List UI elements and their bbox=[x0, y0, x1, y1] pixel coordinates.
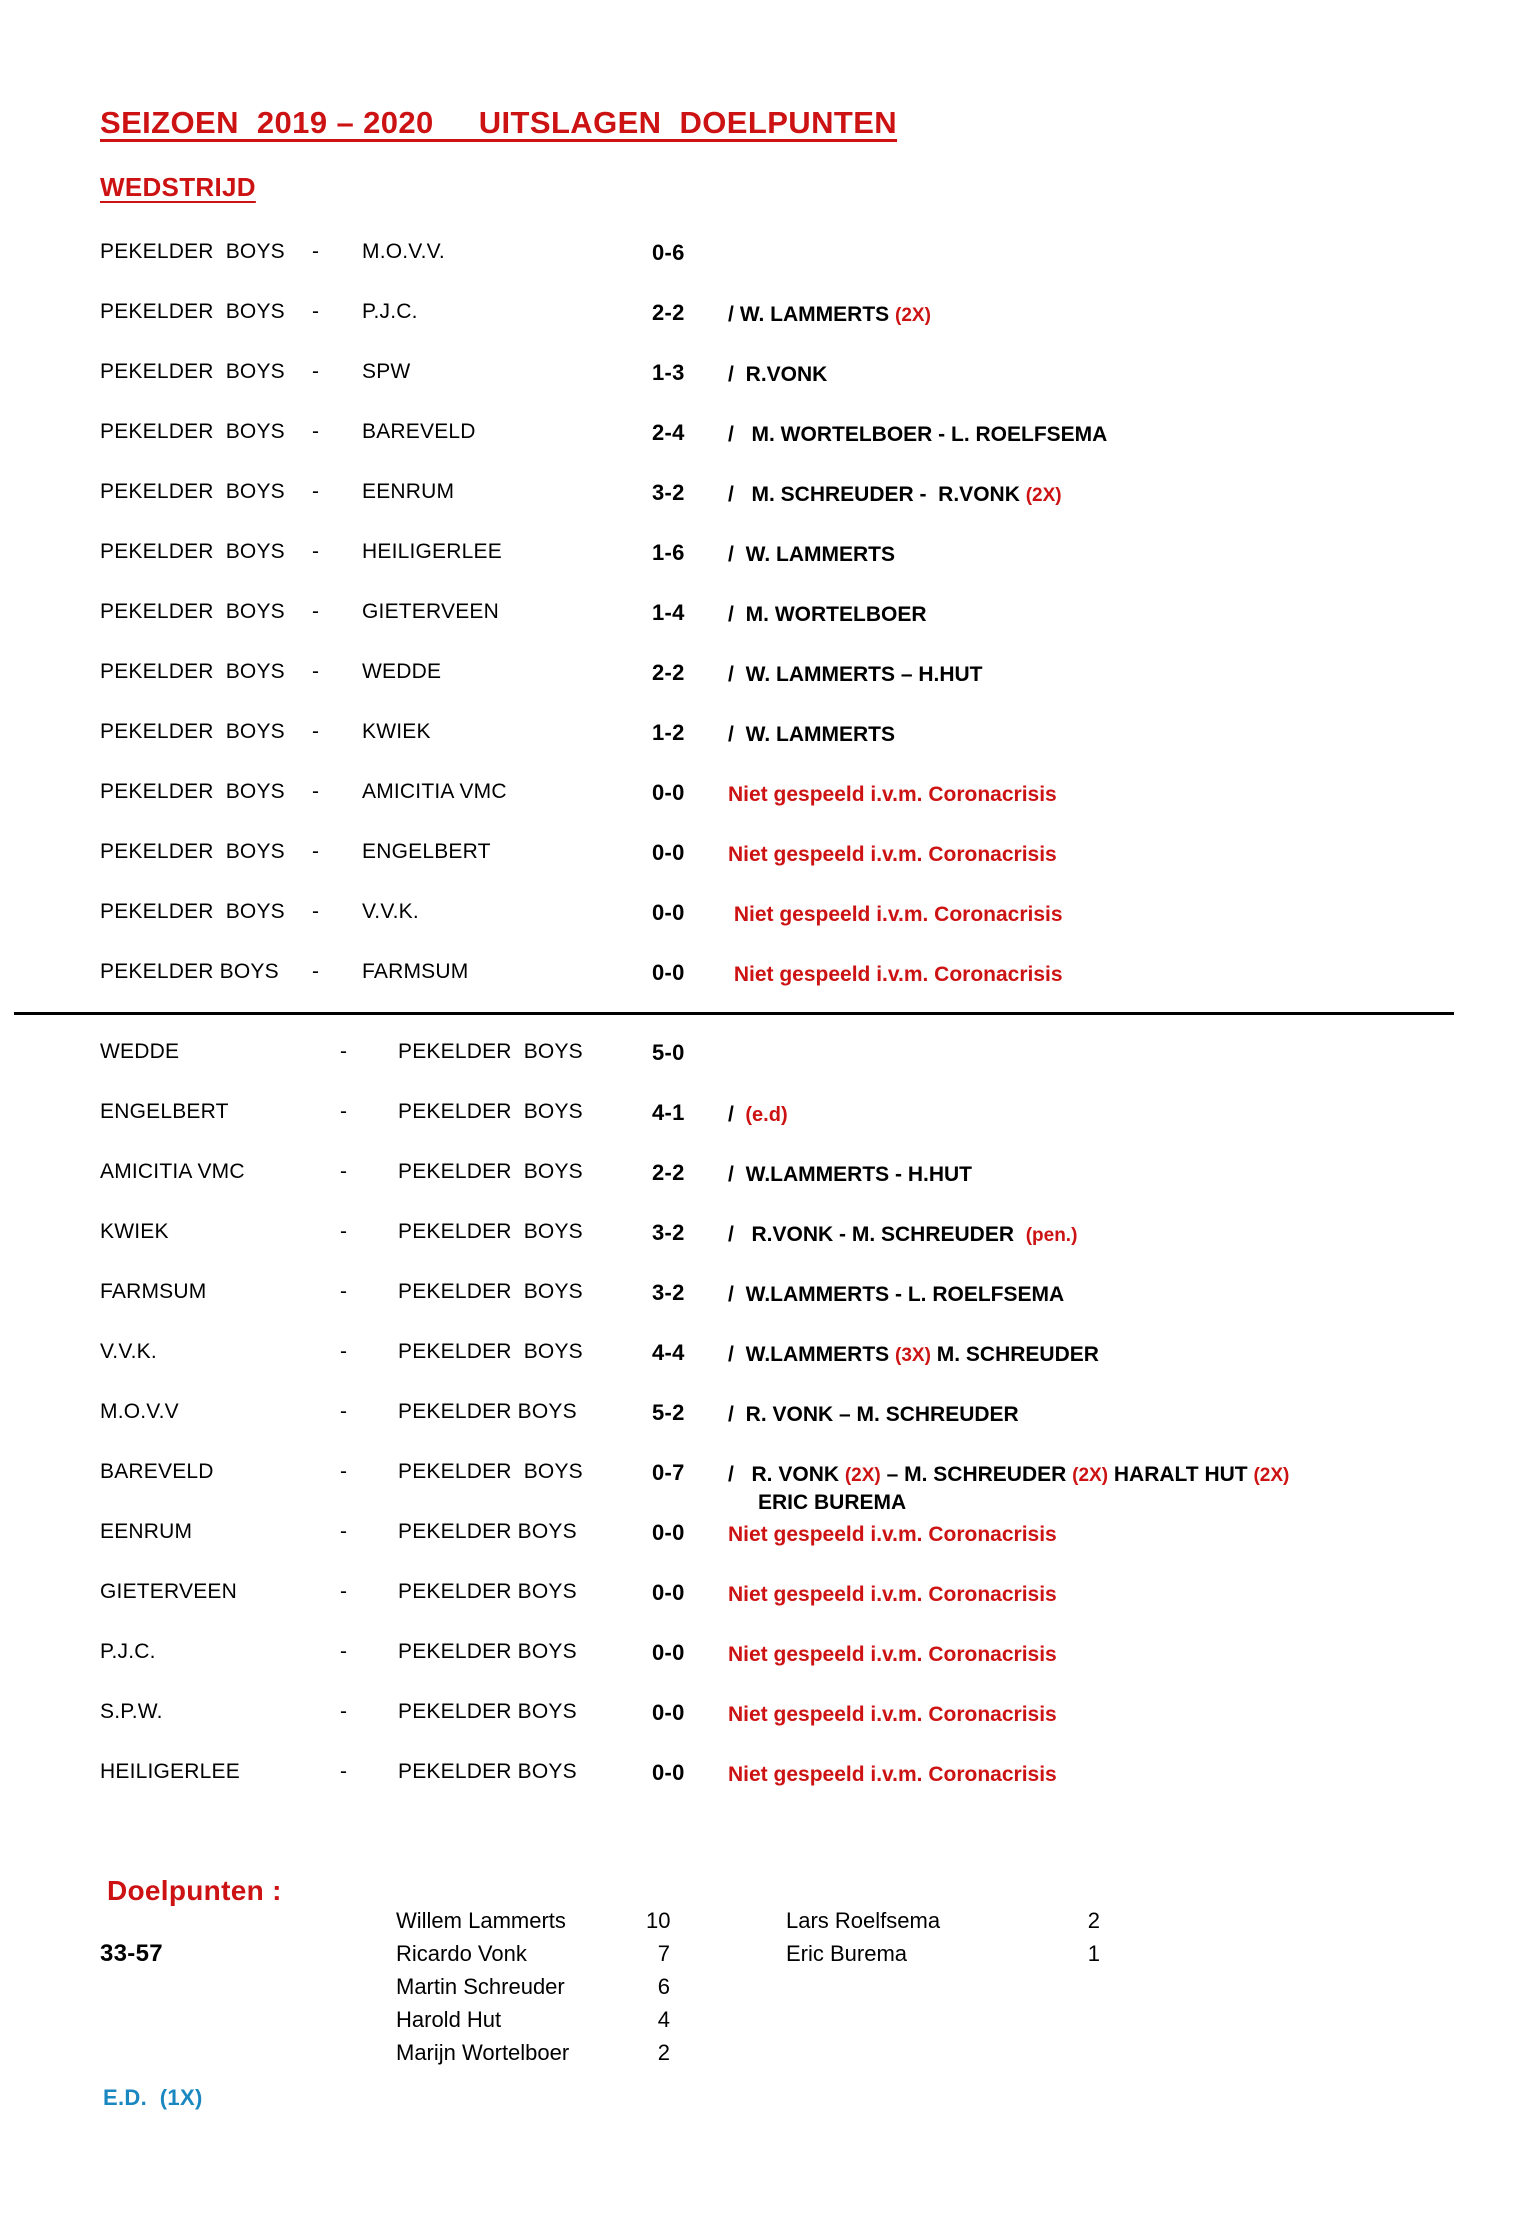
match-detail bbox=[728, 960, 1460, 989]
detail-slash: / bbox=[728, 543, 734, 566]
match-home-team: FARMSUM bbox=[100, 1280, 207, 1303]
match-score: 1-6 bbox=[652, 540, 685, 565]
match-row bbox=[100, 240, 1460, 300]
match-home-team: EENRUM bbox=[100, 1520, 193, 1543]
match-detail bbox=[728, 420, 1460, 449]
match-separator-dash: - bbox=[340, 1760, 347, 1783]
match-score: 0-6 bbox=[652, 240, 685, 265]
match-separator-dash: - bbox=[312, 720, 319, 743]
detail-slash: / bbox=[728, 303, 734, 326]
match-detail bbox=[728, 900, 1460, 929]
match-home-team: PEKELDER BOYS bbox=[100, 480, 285, 503]
scorer-list-column-2 bbox=[786, 1908, 1100, 1974]
match-score: 0-0 bbox=[652, 780, 685, 805]
goalscorer-names: W. LAMMERTS – H.HUT bbox=[739, 663, 983, 686]
scorer-row bbox=[786, 1908, 1100, 1941]
match-home-team: HEILIGERLEE bbox=[100, 1760, 240, 1783]
detail-slash: / bbox=[728, 723, 734, 746]
match-score: 1-3 bbox=[652, 360, 685, 385]
match-separator-dash: - bbox=[340, 1280, 347, 1303]
match-detail bbox=[728, 600, 1460, 629]
detail-slash: / bbox=[728, 423, 734, 446]
goalscorer-names: R. VONK bbox=[739, 1463, 845, 1486]
match-row bbox=[100, 600, 1460, 660]
doelpunten-heading: Doelpunten : bbox=[107, 1875, 282, 1906]
match-away-team: PEKELDER BOYS bbox=[398, 1400, 577, 1423]
scorer-goal-count: 6 bbox=[657, 1974, 670, 1999]
goalscorer-names: R. VONK – M. SCHREUDER bbox=[739, 1403, 1019, 1426]
match-detail bbox=[728, 1700, 1460, 1729]
match-detail bbox=[728, 1400, 1460, 1429]
match-home-team: S.P.W. bbox=[100, 1700, 163, 1723]
goalscorer-names: W. LAMMERTS bbox=[739, 543, 895, 566]
scorer-goal-count: 2 bbox=[657, 2040, 670, 2065]
section-divider bbox=[14, 1012, 1454, 1015]
match-separator-dash: - bbox=[312, 660, 319, 683]
match-row bbox=[100, 1700, 1460, 1760]
match-separator-dash: - bbox=[312, 600, 319, 623]
match-away-team: PEKELDER BOYS bbox=[398, 1700, 577, 1723]
match-home-team: PEKELDER BOYS bbox=[100, 360, 285, 383]
scorer-row bbox=[396, 1974, 670, 2007]
match-score: 2-4 bbox=[652, 420, 685, 445]
scorer-list-column-1 bbox=[396, 1908, 670, 2073]
home-matches-block bbox=[100, 240, 1460, 1020]
match-home-team: PEKELDER BOYS bbox=[100, 720, 285, 743]
match-away-team: PEKELDER BOYS bbox=[398, 1580, 577, 1603]
match-score: 0-0 bbox=[652, 900, 685, 925]
goalscorer-names: W.LAMMERTS - L. ROELFSEMA bbox=[739, 1283, 1065, 1306]
match-score: 2-2 bbox=[652, 300, 685, 325]
match-away-team: PEKELDER BOYS bbox=[398, 1040, 583, 1063]
match-score: 4-4 bbox=[652, 1340, 685, 1365]
detail-slash: / bbox=[728, 663, 734, 686]
match-score: 3-2 bbox=[652, 1220, 685, 1245]
goalscorer-names: W. LAMMERTS bbox=[739, 723, 895, 746]
match-away-team: BAREVELD bbox=[362, 420, 476, 443]
match-home-team: PEKELDER BOYS bbox=[100, 240, 285, 263]
scorer-row bbox=[396, 1908, 670, 1941]
match-away-team: PEKELDER BOYS bbox=[398, 1100, 583, 1123]
match-status-note: Niet gespeeld i.v.m. Coronacrisis bbox=[728, 843, 1057, 866]
match-away-team: WEDDE bbox=[362, 660, 442, 683]
match-separator-dash: - bbox=[340, 1040, 347, 1063]
match-status-note: Niet gespeeld i.v.m. Coronacrisis bbox=[728, 783, 1057, 806]
detail-slash: / bbox=[728, 363, 734, 386]
match-away-team: HEILIGERLEE bbox=[362, 540, 502, 563]
match-home-team: GIETERVEEN bbox=[100, 1580, 237, 1603]
match-detail bbox=[728, 1640, 1460, 1669]
match-home-team: KWIEK bbox=[100, 1220, 169, 1243]
match-status-note: Niet gespeeld i.v.m. Coronacrisis bbox=[728, 1523, 1057, 1546]
match-away-team: AMICITIA VMC bbox=[362, 780, 507, 803]
goal-multiplier: (2X) bbox=[1025, 485, 1062, 506]
match-row bbox=[100, 780, 1460, 840]
goalscorer-names-line2: ERIC BUREMA bbox=[758, 1491, 907, 1515]
match-row bbox=[100, 540, 1460, 600]
goalscorer-names: M. WORTELBOER - L. ROELFSEMA bbox=[739, 423, 1108, 446]
scorer-name: Marijn Wortelboer bbox=[396, 2040, 570, 2065]
match-score: 0-0 bbox=[652, 960, 685, 985]
match-score: 3-2 bbox=[652, 1280, 685, 1305]
match-home-team: PEKELDER BOYS bbox=[100, 840, 285, 863]
match-row bbox=[100, 1220, 1460, 1280]
match-score: 4-1 bbox=[652, 1100, 685, 1125]
detail-slash: / bbox=[728, 483, 734, 506]
match-detail bbox=[728, 480, 1460, 509]
match-home-team: PEKELDER BOYS bbox=[100, 420, 285, 443]
goal-multiplier: (2X) bbox=[895, 305, 931, 326]
detail-slash: / bbox=[728, 1463, 734, 1486]
match-detail bbox=[728, 1340, 1460, 1369]
match-row bbox=[100, 1460, 1460, 1520]
match-detail bbox=[728, 1580, 1460, 1609]
match-status-note: Niet gespeeld i.v.m. Coronacrisis bbox=[728, 963, 1063, 986]
scorer-row bbox=[396, 2007, 670, 2040]
match-row bbox=[100, 300, 1460, 360]
match-away-team: V.V.K. bbox=[362, 900, 419, 923]
match-home-team: P.J.C. bbox=[100, 1640, 156, 1663]
match-home-team: ENGELBERT bbox=[100, 1100, 229, 1123]
match-detail bbox=[728, 1280, 1460, 1309]
match-row bbox=[100, 1280, 1460, 1340]
scorer-goal-count: 1 bbox=[1087, 1941, 1100, 1966]
match-score: 0-0 bbox=[652, 1520, 685, 1545]
match-score: 2-2 bbox=[652, 1160, 685, 1185]
match-separator-dash: - bbox=[340, 1520, 347, 1543]
match-score: 5-0 bbox=[652, 1040, 685, 1065]
goalscorer-names: W.LAMMERTS bbox=[739, 1343, 895, 1366]
match-row bbox=[100, 420, 1460, 480]
goalscorer-names-extra: M. SCHREUDER bbox=[930, 1343, 1099, 1366]
match-away-team: PEKELDER BOYS bbox=[398, 1640, 577, 1663]
match-detail bbox=[728, 1760, 1460, 1789]
match-score: 0-0 bbox=[652, 1760, 685, 1785]
match-home-team: M.O.V.V bbox=[100, 1400, 179, 1423]
match-separator-dash: - bbox=[312, 300, 319, 323]
match-detail bbox=[728, 240, 1460, 241]
match-home-team: PEKELDER BOYS bbox=[100, 780, 285, 803]
goalscorer-names: M. SCHREUDER - R.VONK bbox=[739, 483, 1026, 506]
detail-slash: / bbox=[728, 603, 734, 626]
match-detail bbox=[728, 1100, 1460, 1129]
match-away-team: EENRUM bbox=[362, 480, 455, 503]
match-row bbox=[100, 720, 1460, 780]
match-away-team: SPW bbox=[362, 360, 411, 383]
match-away-team: PEKELDER BOYS bbox=[398, 1460, 583, 1483]
match-status-note: (e.d) bbox=[739, 1104, 788, 1126]
match-separator-dash: - bbox=[312, 840, 319, 863]
match-home-team: PEKELDER BOYS bbox=[100, 540, 285, 563]
goal-multiplier: (2X) bbox=[1253, 1465, 1290, 1486]
match-home-team: PEKELDER BOYS bbox=[100, 660, 285, 683]
goalscorer-names-extra: – M. SCHREUDER bbox=[880, 1463, 1073, 1486]
match-home-team: PEKELDER BOYS bbox=[100, 900, 285, 923]
goalscorer-names: M. WORTELBOER bbox=[739, 603, 927, 626]
match-away-team: PEKELDER BOYS bbox=[398, 1160, 583, 1183]
match-score: 3-2 bbox=[652, 480, 685, 505]
match-detail bbox=[728, 660, 1460, 689]
match-row bbox=[100, 840, 1460, 900]
match-separator-dash: - bbox=[312, 780, 319, 803]
match-home-team: AMICITIA VMC bbox=[100, 1160, 245, 1183]
match-row bbox=[100, 1400, 1460, 1460]
goal-multiplier: (2X) bbox=[1072, 1465, 1109, 1486]
match-score: 0-0 bbox=[652, 840, 685, 865]
match-away-team: PEKELDER BOYS bbox=[398, 1220, 583, 1243]
match-detail bbox=[728, 540, 1460, 569]
total-goals: 33-57 bbox=[100, 1940, 163, 1967]
match-detail bbox=[728, 1040, 1460, 1041]
detail-slash: / bbox=[728, 1343, 734, 1366]
scorer-goal-count: 4 bbox=[657, 2007, 670, 2032]
match-detail bbox=[728, 780, 1460, 809]
match-separator-dash: - bbox=[340, 1400, 347, 1423]
match-away-team: FARMSUM bbox=[362, 960, 469, 983]
match-score: 1-2 bbox=[652, 720, 685, 745]
match-row bbox=[100, 1760, 1460, 1820]
scorer-row bbox=[396, 1941, 670, 1974]
match-separator-dash: - bbox=[340, 1100, 347, 1123]
match-row bbox=[100, 1100, 1460, 1160]
match-separator-dash: - bbox=[312, 480, 319, 503]
detail-slash: / bbox=[728, 1103, 734, 1126]
scorer-name: Ricardo Vonk bbox=[396, 1941, 527, 1966]
match-row bbox=[100, 1040, 1460, 1100]
goalscorer-names: R.VONK - M. SCHREUDER bbox=[739, 1223, 1026, 1246]
goal-multiplier: (pen.) bbox=[1025, 1225, 1078, 1246]
scorer-name: Eric Burema bbox=[786, 1941, 908, 1966]
match-detail bbox=[728, 360, 1460, 389]
match-row bbox=[100, 660, 1460, 720]
match-home-team: PEKELDER BOYS bbox=[100, 960, 279, 983]
match-row bbox=[100, 1160, 1460, 1220]
match-separator-dash: - bbox=[312, 360, 319, 383]
detail-slash: / bbox=[728, 1283, 734, 1306]
match-detail bbox=[728, 1220, 1460, 1249]
detail-slash: / bbox=[728, 1403, 734, 1426]
scorer-goal-count: 10 bbox=[646, 1908, 671, 1933]
match-separator-dash: - bbox=[312, 900, 319, 923]
away-matches-block bbox=[100, 1040, 1460, 1820]
match-separator-dash: - bbox=[340, 1640, 347, 1663]
match-score: 0-0 bbox=[652, 1640, 685, 1665]
match-away-team: GIETERVEEN bbox=[362, 600, 499, 623]
goalscorer-names-extra: HARALT HUT bbox=[1108, 1463, 1254, 1486]
match-status-note: Niet gespeeld i.v.m. Coronacrisis bbox=[728, 1583, 1057, 1606]
section-heading-wedstrijd: WEDSTRIJD bbox=[100, 172, 256, 202]
match-away-team: ENGELBERT bbox=[362, 840, 491, 863]
detail-slash: / bbox=[728, 1163, 734, 1186]
match-separator-dash: - bbox=[312, 540, 319, 563]
scorer-name: Willem Lammerts bbox=[396, 1908, 566, 1933]
match-row bbox=[100, 1580, 1460, 1640]
match-detail bbox=[728, 1520, 1460, 1549]
match-status-note: Niet gespeeld i.v.m. Coronacrisis bbox=[728, 1643, 1057, 1666]
match-row bbox=[100, 1340, 1460, 1400]
match-separator-dash: - bbox=[340, 1460, 347, 1483]
match-separator-dash: - bbox=[340, 1700, 347, 1723]
match-detail bbox=[728, 720, 1460, 749]
scorer-goal-count: 7 bbox=[657, 1941, 670, 1966]
match-score: 2-2 bbox=[652, 660, 685, 685]
match-away-team: PEKELDER BOYS bbox=[398, 1520, 577, 1543]
match-separator-dash: - bbox=[340, 1160, 347, 1183]
match-score: 0-0 bbox=[652, 1580, 685, 1605]
detail-slash: / bbox=[728, 1223, 734, 1246]
match-row bbox=[100, 360, 1460, 420]
match-score: 1-4 bbox=[652, 600, 685, 625]
goalscorer-names: R.VONK bbox=[739, 363, 828, 386]
scorer-goal-count: 2 bbox=[1087, 1908, 1100, 1933]
match-home-team: PEKELDER BOYS bbox=[100, 600, 285, 623]
match-status-note: Niet gespeeld i.v.m. Coronacrisis bbox=[728, 1703, 1057, 1726]
match-away-team: P.J.C. bbox=[362, 300, 418, 323]
match-detail bbox=[728, 1160, 1460, 1189]
own-goal-note: E.D. (1X) bbox=[103, 2085, 203, 2110]
goal-multiplier: (3X) bbox=[895, 1345, 931, 1366]
scorer-name: Harold Hut bbox=[396, 2007, 502, 2032]
match-row bbox=[100, 480, 1460, 540]
match-separator-dash: - bbox=[340, 1220, 347, 1243]
match-away-team: PEKELDER BOYS bbox=[398, 1340, 583, 1363]
match-separator-dash: - bbox=[340, 1580, 347, 1603]
scorer-row bbox=[396, 2040, 670, 2073]
match-score: 5-2 bbox=[652, 1400, 685, 1425]
match-away-team: PEKELDER BOYS bbox=[398, 1280, 583, 1303]
match-separator-dash: - bbox=[340, 1340, 347, 1363]
match-row bbox=[100, 960, 1460, 1020]
match-separator-dash: - bbox=[312, 240, 319, 263]
match-status-note: Niet gespeeld i.v.m. Coronacrisis bbox=[728, 903, 1063, 926]
match-score: 0-7 bbox=[652, 1460, 685, 1485]
match-home-team: BAREVELD bbox=[100, 1460, 214, 1483]
match-home-team: PEKELDER BOYS bbox=[100, 300, 285, 323]
match-separator-dash: - bbox=[312, 960, 319, 983]
match-away-team: M.O.V.V. bbox=[362, 240, 445, 263]
goalscorer-names: W. LAMMERTS bbox=[739, 303, 895, 326]
scorer-row bbox=[786, 1941, 1100, 1974]
match-away-team: PEKELDER BOYS bbox=[398, 1760, 577, 1783]
match-score: 0-0 bbox=[652, 1700, 685, 1725]
match-home-team: V.V.K. bbox=[100, 1340, 157, 1363]
goalscorer-names: W.LAMMERTS - H.HUT bbox=[739, 1163, 972, 1186]
match-home-team: WEDDE bbox=[100, 1040, 180, 1063]
match-status-note: Niet gespeeld i.v.m. Coronacrisis bbox=[728, 1763, 1057, 1786]
match-row bbox=[100, 1520, 1460, 1580]
scorer-name: Martin Schreuder bbox=[396, 1974, 565, 1999]
match-row bbox=[100, 1640, 1460, 1700]
match-away-team: KWIEK bbox=[362, 720, 431, 743]
match-row bbox=[100, 900, 1460, 960]
match-detail bbox=[728, 840, 1460, 869]
match-detail bbox=[728, 1460, 1460, 1518]
scorer-name: Lars Roelfsema bbox=[786, 1908, 941, 1933]
page-title: SEIZOEN 2019 – 2020 UITSLAGEN DOELPUNTEN bbox=[100, 105, 898, 140]
goal-multiplier: (2X) bbox=[844, 1465, 881, 1486]
match-detail bbox=[728, 300, 1460, 329]
match-separator-dash: - bbox=[312, 420, 319, 443]
